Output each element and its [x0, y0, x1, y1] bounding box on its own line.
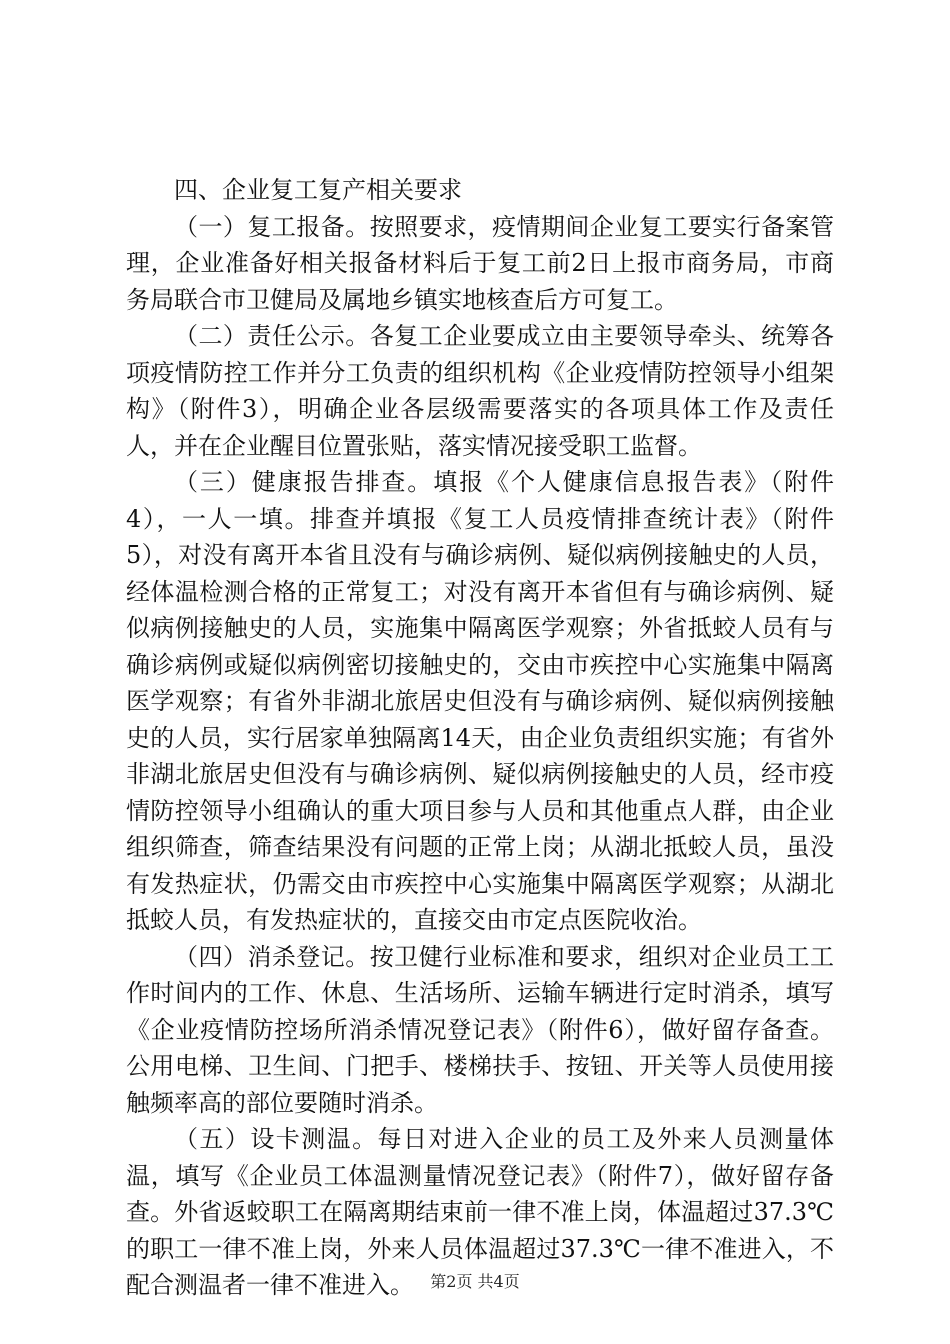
- paragraph-filing: （一）复工报备。按照要求，疫情期间企业复工要实行备案管理，企业准备好相关报备材料后于复工前2日上报市商务局，市商务局联合市卫健局及属地乡镇实地核查后方可复工。: [126, 212, 834, 314]
- paragraph-disinfection: （四）消杀登记。按卫健行业标准和要求，组织对企业员工工作时间内的工作、休息、生活场所、运输车辆进行定时消杀，填写《企业疫情防控场所消杀情况登记表》（附件6），做好留存备查。公用电梯、卫生间、门把手、楼梯扶手、按钮、开关等人员使用接触频率高的部位要随时消杀。: [126, 942, 834, 1117]
- page-number: 第2页 共4页: [430, 1272, 520, 1291]
- paragraph-responsibility: （二）责任公示。各复工企业要成立由主要领导牵头、统筹各项疫情防控工作并分工负责的组织机构《企业疫情防控领导小组架构》（附件3），明确企业各层级需要落实的各项具体工作及责任人，并在企业醒目位置张贴，落实情况接受职工监督。: [126, 322, 834, 460]
- paragraph-health-report: （三）健康报告排查。填报《个人健康信息报告表》（附件4），一人一填。排查并填报《复工人员疫情排查统计表》（附件5），对没有离开本省且没有与确诊病例、疑似病例接触史的人员，经体温检测合格的正常复工；对没有离开本省但有与确诊病例、疑似病例接触史的人员，实施集中隔离医学观察；外省抵蛟人员有与确诊病例或疑似病例密切接触史的，交由市疾控中心实施集中隔离医学观察；有省外非湖北旅居史但没有与确诊病例、疑似病例接触史的人员，实行居家单独隔离14天，由企业负责组织实施；有省外非湖北旅居史但没有与确诊病例、疑似病例接触史的人员，经市疫情防控领导小组确认的重大项目参与人员和其他重点人群，由企业组织筛查，筛查结果没有问题的正常上岗；从湖北抵蛟人员，虽没有发热症状，仍需交由市疾控中心实施集中隔离医学观察；从湖北抵蛟人员，有发热症状的，直接交由市定点医院收治。: [126, 468, 834, 934]
- paragraph-temperature: （五）设卡测温。每日对进入企业的员工及外来人员测量体温，填写《企业员工体温测量情况登记表》（附件7），做好留存备查。外省返蛟职工在隔离期结束前一律不准上岗，体温超过37.3℃的职工一律不准上岗，外来人员体温超过37.3℃一律不准进入，不配合测温者一律不准进入。: [126, 1125, 834, 1299]
- document-body: [126, 172, 834, 1304]
- section-heading: 四、企业复工复产相关要求: [174, 176, 462, 204]
